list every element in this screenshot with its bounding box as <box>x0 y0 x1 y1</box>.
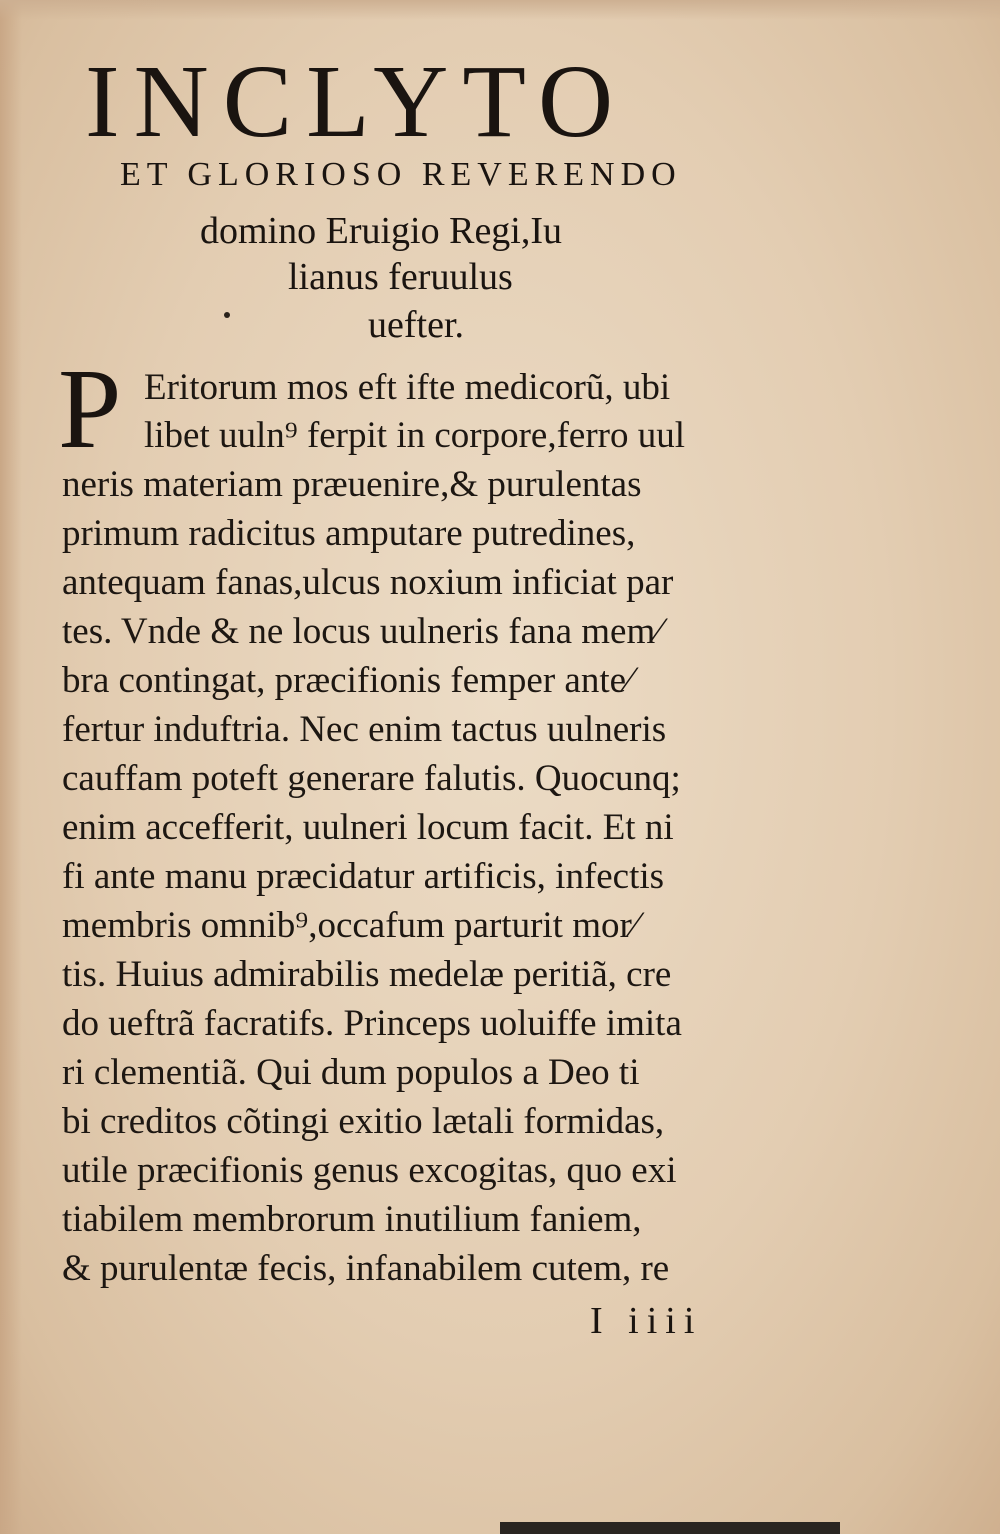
text-line: neris materiam præuenire,& purulentas <box>62 464 642 505</box>
drop-initial: P <box>58 345 122 472</box>
text-line: & purulentæ fecis, infanabilem cutem, re <box>62 1248 670 1289</box>
page-title: INCLYTO <box>85 44 628 159</box>
text-line: enim accefferit, uulneri locum facit. Et ni <box>62 807 674 848</box>
dedication-line: lianus feruulus <box>288 256 513 298</box>
page-subtitle: ET GLORIOSO REVERENDO <box>120 156 682 193</box>
text-line: antequam fanas,ulcus noxium inficiat par <box>62 562 674 603</box>
text-line: libet uuln⁹ ferpit in corpore,ferro uul <box>144 415 685 456</box>
text-line: membris omnib⁹,occafum parturit mor⁄ <box>62 905 638 946</box>
signature-mark: I iiii <box>590 1300 703 1342</box>
text-line: utile præcifionis genus excogitas, quo exi <box>62 1150 677 1191</box>
text-line: primum radicitus amputare putredines, <box>62 513 636 554</box>
text-line: bi creditos cõtingi exitio lætali formidas, <box>62 1101 665 1142</box>
page-bottom-edge <box>500 1522 840 1534</box>
page-edge-shadow <box>0 0 22 1534</box>
text-line: cauffam poteft generare falutis. Quocunq; <box>62 758 681 799</box>
ink-dot <box>224 312 230 318</box>
text-line: tis. Huius admirabilis medelæ peritiã, cre <box>62 954 672 995</box>
text-line: tes. Vnde & ne locus uulneris fana mem⁄ <box>62 611 662 652</box>
dedication-line: uefter. <box>368 304 465 346</box>
page-top-shadow <box>0 0 1000 20</box>
text-line: fertur induftria. Nec enim tactus uulneris <box>62 709 667 750</box>
dedication-line: domino Eruigio Regi,Iu <box>200 210 563 252</box>
text-line: do ueftrã facratifs. Princeps uoluiffe imita <box>62 1003 682 1044</box>
text-line: bra contingat, præcifionis femper ante⁄ <box>62 660 633 701</box>
text-line: fi ante manu præcidatur artificis, infectis <box>62 856 665 897</box>
text-line: Eritorum mos eft ifte medicorũ, ubi <box>144 367 671 408</box>
text-line: ri clementiã. Qui dum populos a Deo ti <box>62 1052 640 1093</box>
text-line: tiabilem membrorum inutilium faniem, <box>62 1199 642 1240</box>
